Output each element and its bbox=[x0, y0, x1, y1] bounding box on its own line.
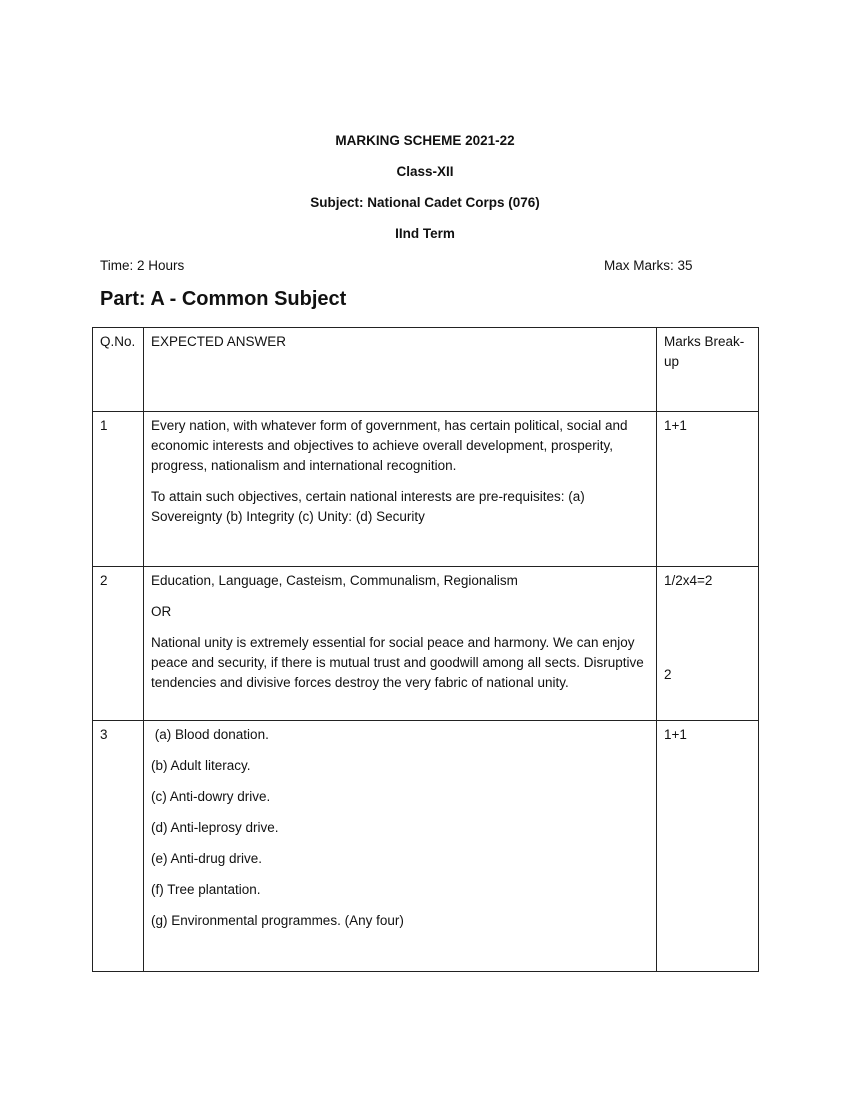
qno-cell: 3 bbox=[93, 721, 144, 972]
table-row bbox=[93, 412, 759, 567]
answer-cell bbox=[144, 412, 657, 567]
answer-line: (e) Anti-drug drive. bbox=[151, 851, 263, 866]
class-label: Class-XII bbox=[396, 164, 454, 179]
answer-line: (g) Environmental programmes. (Any four) bbox=[151, 913, 404, 928]
marks-cell bbox=[657, 567, 759, 721]
answer-line: (f) Tree plantation. bbox=[151, 882, 261, 897]
answer-paragraph: Education, Language, Casteism, Communalism, Regionalism bbox=[151, 573, 518, 588]
table-row bbox=[93, 721, 759, 972]
answer-paragraph: OR bbox=[151, 604, 172, 619]
marks-cell bbox=[657, 412, 759, 567]
qno-cell: 2 bbox=[93, 567, 144, 721]
answer-line: (b) Adult literacy. bbox=[151, 758, 251, 773]
column-header-marks: Marks Break-up bbox=[657, 328, 759, 412]
answer-cell bbox=[144, 721, 657, 972]
qno-cell: 1 bbox=[93, 412, 144, 567]
document-title: MARKING SCHEME 2021-22 bbox=[335, 133, 515, 148]
marks-value: 2 bbox=[664, 667, 672, 682]
answer-paragraph: National unity is extremely essential for social peace and harmony. We can enjoy peace and security, if there is mutual trust and goodwill among all sects. Disruptive tendencies and divisive forces destroy the very fabric of national unity. bbox=[151, 635, 644, 690]
answer-line: (c) Anti-dowry drive. bbox=[151, 789, 271, 804]
table-row bbox=[93, 567, 759, 721]
answer-paragraph: Every nation, with whatever form of government, has certain political, social and economic interests and objectives to achieve overall development, prosperity, progress, nationalism and international recognition. bbox=[151, 418, 628, 473]
part-heading: Part: A - Common Subject bbox=[100, 288, 347, 310]
answer-line: (d) Anti-leprosy drive. bbox=[151, 820, 279, 835]
subject-label: Subject: National Cadet Corps (076) bbox=[310, 195, 540, 210]
marks-cell bbox=[657, 721, 759, 972]
time-label: Time: 2 Hours bbox=[100, 258, 185, 273]
marks-value: 1/2x4=2 bbox=[664, 573, 713, 588]
answer-paragraph: To attain such objectives, certain national interests are pre-requisites: (a) Sovereignty (b) Integrity (c) Unity: (d) Security bbox=[151, 489, 585, 524]
marks-value: 1+1 bbox=[664, 418, 687, 433]
max-marks-label: Max Marks: 35 bbox=[604, 258, 693, 273]
answer-line: (a) Blood donation. bbox=[151, 727, 269, 742]
column-header-answer: EXPECTED ANSWER bbox=[144, 328, 657, 412]
column-header-qno: Q.No. bbox=[93, 328, 144, 412]
table-header-row bbox=[93, 328, 759, 412]
answer-cell bbox=[144, 567, 657, 721]
marks-value: 1+1 bbox=[664, 727, 687, 742]
term-label: IInd Term bbox=[395, 226, 455, 241]
marking-scheme-table bbox=[92, 327, 759, 972]
